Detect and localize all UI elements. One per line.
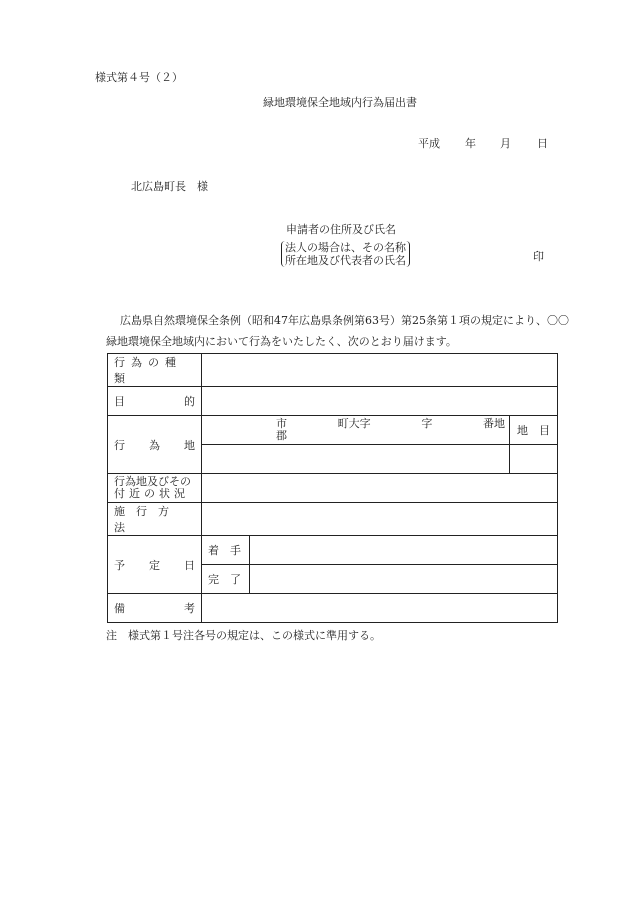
label-place: 行 為 地 — [108, 416, 202, 474]
notification-form-table — [107, 353, 558, 623]
label-schedule: 予 定 日 — [108, 536, 202, 594]
row-purpose — [108, 387, 558, 416]
field-start-date[interactable] — [250, 536, 558, 565]
field-land-category[interactable] — [510, 445, 558, 474]
label-land-category: 地 目 — [510, 416, 558, 445]
field-method[interactable] — [202, 503, 558, 536]
date-era: 平成 — [418, 137, 440, 150]
corporate-note — [281, 241, 410, 267]
row-remarks — [108, 594, 558, 623]
date-month: 月 — [500, 137, 511, 150]
footnote: 注 様式第１号注各号の規定は、この様式に準用する。 — [106, 629, 381, 642]
address-town: 町大字 — [337, 417, 371, 430]
address-aza: 字 — [421, 417, 433, 430]
row-schedule-start — [108, 536, 558, 565]
document-title: 緑地環境保全地域内行為届出書 — [263, 96, 417, 109]
form-number: 様式第４号（２） — [95, 71, 183, 84]
seal-mark: 印 — [533, 250, 544, 263]
body-text: 広島県自然環境保全条例（昭和47年広島県条例第63号）第25条第１項の規定により、〇〇緑地環境保全地域内において行為をいたしたく、次のとおり届けます。 — [106, 314, 569, 348]
field-kind[interactable] — [202, 354, 558, 387]
label-start: 着 手 — [202, 536, 250, 565]
row-place-address — [108, 416, 558, 445]
field-surroundings[interactable] — [202, 474, 558, 503]
address-city-county: 市 郡 — [276, 417, 287, 442]
label-finish: 完 了 — [202, 565, 250, 594]
field-purpose[interactable] — [202, 387, 558, 416]
field-place-address[interactable] — [202, 416, 510, 445]
row-surroundings — [108, 474, 558, 503]
label-remarks: 備 考 — [108, 594, 202, 623]
date-year: 年 — [465, 137, 476, 150]
field-place-detail[interactable] — [202, 445, 510, 474]
label-purpose: 目 的 — [108, 387, 202, 416]
corporate-note-line1: 法人の場合は、その名称 — [285, 241, 406, 254]
label-surroundings: 行為地及びその 付近の状況 — [108, 474, 202, 503]
date-day: 日 — [537, 137, 548, 150]
field-finish-date[interactable] — [250, 565, 558, 594]
row-kind — [108, 354, 558, 387]
applicant-label: 申請者の住所及び氏名 — [286, 223, 396, 236]
address-banchi: 番地 — [482, 417, 505, 430]
row-method — [108, 503, 558, 536]
addressee: 北広島町長 様 — [131, 180, 208, 193]
label-kind: 行為の種類 — [108, 354, 202, 387]
corporate-note-line2: 所在地及び代表者の氏名 — [285, 254, 406, 267]
label-method: 施行方法 — [108, 503, 202, 536]
field-remarks[interactable] — [202, 594, 558, 623]
